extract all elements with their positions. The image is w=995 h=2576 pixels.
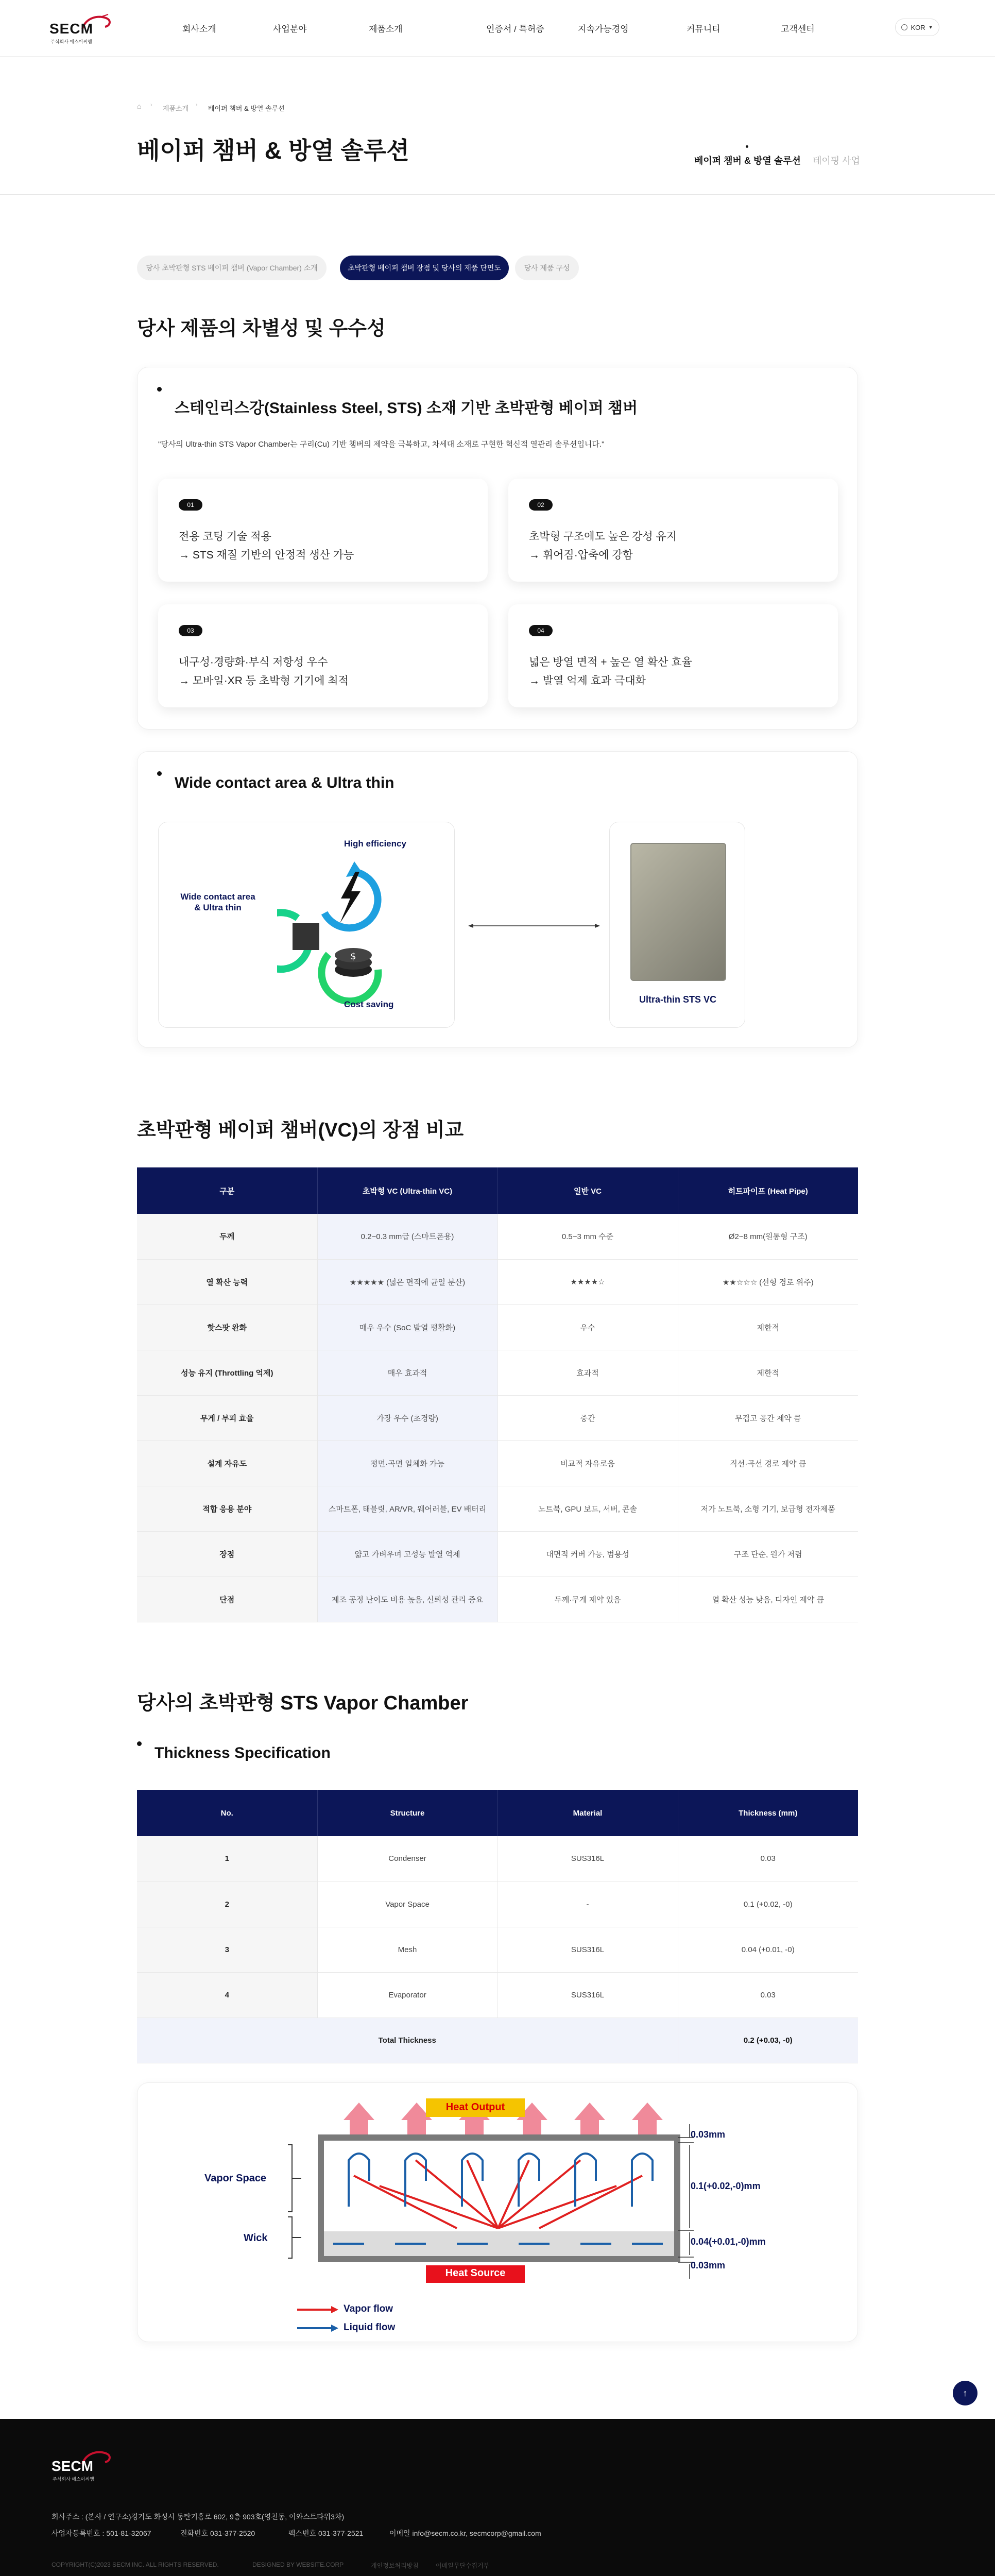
footer-tel: 전화번호 031-377-2520 xyxy=(180,2529,255,2537)
footer-fax: 팩스번호 031-377-2521 xyxy=(288,2529,364,2537)
table-cell: ★★☆☆☆ (선형 경로 위주) xyxy=(678,1259,858,1304)
table-cell: 무겁고 공간 제약 큼 xyxy=(678,1395,858,1440)
table-cell: 중간 xyxy=(498,1395,678,1440)
table-cell: ★★★★★ (넓은 면적에 균일 분산) xyxy=(317,1259,498,1304)
footer-biz-no: 사업자등록번호 : 501-81-32067 xyxy=(52,2529,151,2537)
site-footer xyxy=(0,2419,995,2576)
double-arrow-icon xyxy=(467,921,601,931)
thickness-table xyxy=(137,1790,858,2063)
feature-card xyxy=(137,367,858,730)
table-cell: 0.1 (+0.02, -0) xyxy=(678,1882,858,1927)
active-tab-dot xyxy=(746,145,748,148)
language-selector[interactable] xyxy=(895,19,939,36)
bullet-icon xyxy=(137,1741,142,1746)
table-row xyxy=(137,1927,858,1972)
table-cell: Condenser xyxy=(317,1836,498,1882)
breadcrumb-level1[interactable]: 제품소개 xyxy=(163,105,189,112)
label-wick: Wick xyxy=(244,2232,268,2244)
svg-text:$: $ xyxy=(350,951,356,962)
card-title: 스테인리스강(Stainless Steel, STS) 소재 기반 초박판형 베이퍼 챔버 xyxy=(175,400,638,417)
page-title: 베이퍼 챔버 & 방열 솔루션 xyxy=(137,137,409,164)
table-cell: ★★★★☆ xyxy=(498,1259,678,1304)
row-header-cell: 단점 xyxy=(137,1577,317,1622)
logo-subtext: 주식회사 에스이씨엠 xyxy=(50,39,92,44)
table-row xyxy=(137,1836,858,1882)
feature-line1: 전용 코팅 기술 적용 xyxy=(179,531,271,543)
table-row xyxy=(137,1577,858,1622)
row-number-cell: 1 xyxy=(137,1836,317,1882)
table-cell: Mesh xyxy=(317,1927,498,1972)
row-number-cell: 2 xyxy=(137,1882,317,1927)
footer-email: 이메일 info@secm.co.kr, secmcorp@gmail.com xyxy=(389,2529,541,2537)
table-cell: 스마트폰, 태블릿, AR/VR, 웨어러블, EV 배터리 xyxy=(317,1486,498,1531)
row-header-cell: 무게 / 부피 효율 xyxy=(137,1395,317,1440)
label-dim-mesh: 0.04(+0.01,-0)mm xyxy=(691,2236,766,2247)
table-cell: 열 확산 성능 낮음, 디자인 제약 큼 xyxy=(678,1577,858,1622)
table-cell: 평면·곡면 일체화 가능 xyxy=(317,1440,498,1486)
table-cell: SUS316L xyxy=(498,1972,678,2018)
table-cell: 0.03 xyxy=(678,1972,858,2018)
breadcrumb-level2: 베이퍼 챔버 & 방열 솔루션 xyxy=(208,105,285,112)
table-cell: 제한적 xyxy=(678,1350,858,1395)
table-cell: Ø2~8 mm(원통형 구조) xyxy=(678,1214,858,1259)
footer-address: 회사주소 : (본사 / 연구소)경기도 화성시 동탄기흥로 602, 9층 903호(영천동, 이와스트타워3차) xyxy=(52,2513,345,2521)
table-cell: 0.2~0.3 mm급 (스마트폰용) xyxy=(317,1214,498,1259)
table-cell: 효과적 xyxy=(498,1350,678,1395)
tab-advantages[interactable]: 초박판형 베이퍼 챔버 장점 및 당사의 제품 단면도 xyxy=(340,256,509,280)
feature-number: 02 xyxy=(529,499,553,511)
table-cell: 노트북, GPU 보드, 서버, 콘솔 xyxy=(498,1486,678,1531)
table-cell: SUS316L xyxy=(498,1836,678,1882)
row-number-cell: 3 xyxy=(137,1927,317,1972)
table-cell: 매우 효과적 xyxy=(317,1350,498,1395)
breadcrumb-separator-icon: › xyxy=(150,102,152,108)
chevron-down-icon: ▼ xyxy=(928,25,933,30)
feature-line1: 내구성·경량화·부식 저항성 우수 xyxy=(179,656,328,668)
table-header: Thickness (mm) xyxy=(678,1790,858,1836)
table-row xyxy=(137,1350,858,1395)
table-cell: 비교적 자유로움 xyxy=(498,1440,678,1486)
feature-line2: → STS 재질 기반의 안정적 생산 가능 xyxy=(179,549,354,561)
language-label: KOR xyxy=(911,23,925,31)
table-header: 초박형 VC (Ultra-thin VC) xyxy=(317,1167,498,1214)
table-cell: SUS316L xyxy=(498,1927,678,1972)
tab-intro[interactable]: 당사 초박판형 STS 베이퍼 챔버 (Vapor Chamber) 소개 xyxy=(137,256,327,280)
table-cell: 우수 xyxy=(498,1304,678,1350)
table-cell: Evaporator xyxy=(317,1972,498,2018)
label-heat-output: Heat Output xyxy=(445,2102,505,2113)
table-cell: 0.04 (+0.01, -0) xyxy=(678,1927,858,1972)
bullet-icon xyxy=(157,771,162,776)
label-vapor-space: Vapor Space xyxy=(204,2173,267,2184)
scroll-top-button[interactable] xyxy=(953,2381,977,2405)
nav-item-support[interactable]: 고객센터 xyxy=(781,24,815,34)
table-cell: 두께·무게 제약 있음 xyxy=(498,1577,678,1622)
nav-item-community[interactable]: 커뮤니티 xyxy=(687,24,720,34)
row-header-cell: 핫스팟 완화 xyxy=(137,1304,317,1350)
page-header xyxy=(0,57,995,195)
feature-line1: 초박형 구조에도 높은 강성 유지 xyxy=(529,531,677,543)
contact-area-card xyxy=(137,751,858,1048)
subtab-vapor-chamber[interactable]: 베이퍼 챔버 & 방열 솔루션 xyxy=(694,156,801,166)
table-cell: 가장 우수 (초경량) xyxy=(317,1395,498,1440)
row-header-cell: 열 확산 능력 xyxy=(137,1259,317,1304)
total-label: Total Thickness xyxy=(137,2018,678,2063)
table-cell: 저가 노트북, 소형 기기, 보급형 전자제품 xyxy=(678,1486,858,1531)
table-row xyxy=(137,1304,858,1350)
table-row xyxy=(137,1440,858,1486)
table-cell: - xyxy=(498,1882,678,1927)
table-cell: 대면적 커버 가능, 범용성 xyxy=(498,1531,678,1577)
total-value: 0.2 (+0.03, -0) xyxy=(678,2018,858,2063)
table-cell: 0.03 xyxy=(678,1836,858,1882)
table-row xyxy=(137,1972,858,2018)
table-header: 구분 xyxy=(137,1167,317,1214)
feature-number: 03 xyxy=(179,625,202,636)
section-title-product: 당사의 초박판형 STS Vapor Chamber xyxy=(137,1692,469,1714)
table-cell: 제조 공정 난이도 비용 높음, 신뢰성 관리 중요 xyxy=(317,1577,498,1622)
benefit-diagram xyxy=(158,822,455,1028)
home-icon[interactable]: ⌂ xyxy=(137,102,142,110)
table-header: 일반 VC xyxy=(498,1167,678,1214)
thickness-spec-title: Thickness Specification xyxy=(155,1744,331,1761)
vapor-chamber-product-image xyxy=(630,843,726,981)
nav-item-company[interactable]: 회사소개 xyxy=(182,24,216,34)
label-dim-condenser: 0.03mm xyxy=(691,2129,726,2140)
product-image-box xyxy=(609,822,745,1028)
cross-section-diagram xyxy=(138,2083,859,2343)
legend-vapor-flow: Vapor flow xyxy=(344,2303,393,2314)
feature-number: 01 xyxy=(179,499,202,511)
legend-liquid-flow: Liquid flow xyxy=(344,2322,396,2333)
label-heat-source: Heat Source xyxy=(445,2267,506,2279)
site-header xyxy=(0,0,995,57)
tab-composition[interactable]: 당사 제품 구성 xyxy=(515,256,579,280)
table-header: 히트파이프 (Heat Pipe) xyxy=(678,1167,858,1214)
row-header-cell: 장점 xyxy=(137,1531,317,1577)
nav-item-certificates[interactable]: 인증서 / 특허증 xyxy=(486,24,544,34)
table-row xyxy=(137,1531,858,1577)
arrow-up-icon: ↑ xyxy=(963,2387,968,2398)
table-cell: 얇고 가벼우며 고성능 발열 억제 xyxy=(317,1531,498,1577)
row-header-cell: 설계 자유도 xyxy=(137,1440,317,1486)
bullet-icon xyxy=(157,387,162,392)
label-dim-vapor-space: 0.1(+0.02,-0)mm xyxy=(691,2181,761,2191)
table-header-row xyxy=(137,1790,858,1836)
feature-number: 04 xyxy=(529,625,553,636)
table-header: No. xyxy=(137,1790,317,1836)
table-cell: 0.5~3 mm 수준 xyxy=(498,1214,678,1259)
footer-privacy-link[interactable]: 개인정보처리방침 xyxy=(371,2562,419,2569)
site-logo[interactable] xyxy=(49,13,122,46)
row-header-cell: 성능 유지 (Throttling 억제) xyxy=(137,1350,317,1395)
label-wide-contact: Wide contact area & Ultra thin xyxy=(180,892,255,912)
table-cell: 매우 우수 (SoC 발열 평활화) xyxy=(317,1304,498,1350)
section-title-comparison: 초박판형 베이퍼 챔버(VC)의 장점 비교 xyxy=(137,1120,464,1141)
comparison-table xyxy=(137,1167,858,1622)
footer-logo-text: SECM xyxy=(52,2458,93,2474)
row-number-cell: 4 xyxy=(137,1972,317,2018)
table-cell: Vapor Space xyxy=(317,1882,498,1927)
nav-item-business[interactable]: 사업분야 xyxy=(273,24,307,34)
globe-icon xyxy=(901,24,907,30)
breadcrumb-separator-icon: › xyxy=(196,102,198,108)
footer-email-policy-link[interactable]: 이메일무단수집거부 xyxy=(436,2562,490,2569)
feature-line2: → 모바일·XR 등 초박형 기기에 최적 xyxy=(179,675,349,687)
table-cell: 직선·곡선 경로 제약 큼 xyxy=(678,1440,858,1486)
subtab-taping[interactable]: 테이핑 사업 xyxy=(813,156,860,166)
table-row xyxy=(137,1395,858,1440)
feature-line1: 넓은 방열 면적 + 높은 열 확산 효율 xyxy=(529,656,692,668)
efficiency-cycle-icon xyxy=(277,841,411,1016)
footer-designed[interactable]: DESIGNED BY WEBSITE.CORP xyxy=(252,2561,344,2568)
table-row xyxy=(137,1259,858,1304)
feature-item xyxy=(508,604,838,707)
table-row xyxy=(137,1882,858,1927)
row-header-cell: 두께 xyxy=(137,1214,317,1259)
logo-text: SECM xyxy=(49,21,93,37)
footer-copyright: COPYRIGHT(C)2023 SECM INC. ALL RIGHTS RESERVED. xyxy=(52,2561,219,2568)
table-cell: 구조 단순, 원가 저렴 xyxy=(678,1531,858,1577)
table-header: Material xyxy=(498,1790,678,1836)
section-title-differentiation: 당사 제품의 차별성 및 우수성 xyxy=(137,318,386,340)
label-product: Ultra-thin STS VC xyxy=(639,994,716,1005)
feature-item xyxy=(158,604,488,707)
feature-item xyxy=(508,479,838,582)
label-high-efficiency: High efficiency xyxy=(344,839,406,849)
cross-section-card xyxy=(137,2082,858,2342)
row-header-cell: 적합 응용 분야 xyxy=(137,1486,317,1531)
table-header-row xyxy=(137,1167,858,1214)
card-quote: "당사의 Ultra-thin STS Vapor Chamber는 구리(Cu) 기반 챔버의 제약을 극복하고, 차세대 소재로 구현한 혁신적 열관리 솔루션입니다." xyxy=(158,440,605,449)
total-row xyxy=(137,2018,858,2063)
card-title: Wide contact area & Ultra thin xyxy=(175,774,394,791)
footer-logo-subtext: 주식회사 에스이씨엠 xyxy=(53,2477,94,2482)
nav-item-products[interactable]: 제품소개 xyxy=(369,24,403,34)
footer-logo[interactable] xyxy=(52,2449,118,2485)
feature-item xyxy=(158,479,488,582)
table-cell: 제한적 xyxy=(678,1304,858,1350)
table-row xyxy=(137,1486,858,1531)
table-header: Structure xyxy=(317,1790,498,1836)
feature-line2: → 발열 억제 효과 극대화 xyxy=(529,675,646,687)
label-cost-saving: Cost saving xyxy=(344,999,394,1009)
table-row xyxy=(137,1214,858,1259)
label-dim-evaporator: 0.03mm xyxy=(691,2260,726,2270)
feature-line2: → 휘어짐·압축에 강함 xyxy=(529,549,633,561)
nav-item-sustainability[interactable]: 지속가능경영 xyxy=(578,24,629,34)
